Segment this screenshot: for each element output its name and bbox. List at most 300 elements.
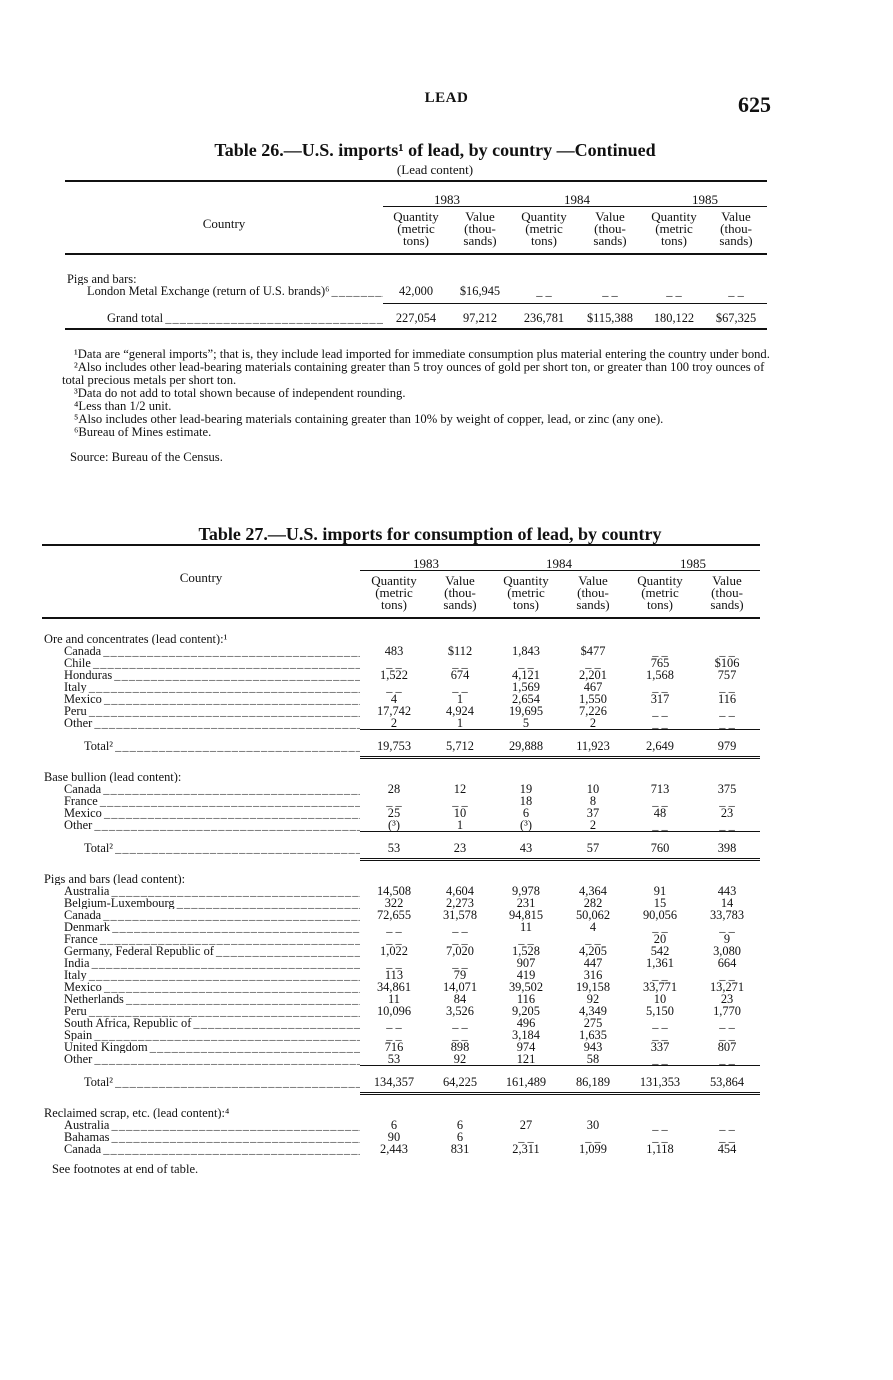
leader-dots — [109, 1131, 360, 1143]
year-header: 1984 — [511, 194, 643, 207]
table-cell: 760 — [650, 841, 670, 855]
table-cell: _ _ — [719, 920, 735, 934]
table-cell: 664 — [717, 956, 737, 970]
table-cell: 4,924 — [446, 704, 474, 718]
header-line: Value — [721, 209, 751, 224]
row-label — [42, 1074, 360, 1094]
table-cell: _ _ — [452, 680, 468, 694]
table-cell: 807 — [717, 1040, 737, 1054]
table-cell: 5,712 — [446, 739, 474, 753]
table-cell: (³) — [520, 818, 532, 832]
rule-spacer — [42, 1066, 360, 1075]
header-line: (metric — [507, 585, 545, 600]
table-cell: 674 — [450, 668, 470, 682]
table-cell: 116 — [717, 692, 737, 706]
section-header — [42, 763, 760, 783]
table-row — [42, 1053, 760, 1066]
page-number: 625 — [738, 92, 771, 117]
table-cell: _ _ — [452, 794, 468, 808]
table-cell: 1,118 — [646, 1142, 674, 1156]
row-label-text: Grand total — [107, 312, 164, 325]
year-header: 1985 — [643, 194, 767, 207]
section-header — [42, 865, 760, 885]
leader-dots — [98, 795, 360, 807]
table-cell: 419 — [516, 968, 536, 982]
footnote: ³Data do not add to total shown because of independent rounding. — [74, 386, 406, 400]
leader-dots — [148, 1041, 360, 1053]
row-label — [65, 259, 383, 285]
leader-dots — [101, 1143, 360, 1155]
table-cell: 757 — [717, 668, 737, 682]
row-label-text: Peru — [64, 1005, 87, 1017]
row-label-text: Other — [64, 717, 93, 730]
empty-cell — [360, 763, 760, 783]
table-cell: 337 — [650, 1040, 670, 1054]
table-cell: 12 — [453, 782, 467, 796]
table-cell: 11,923 — [576, 739, 610, 753]
leader-dots — [92, 819, 360, 832]
table-cell: 7,020 — [446, 944, 474, 958]
table-cell: 1,568 — [646, 668, 674, 682]
table-cell: 765 — [650, 656, 670, 670]
table-cell: 227,054 — [395, 311, 437, 325]
table-cell: _ _ — [452, 920, 468, 934]
row-label-text: France — [64, 795, 98, 807]
row-label-text: Other — [64, 819, 93, 832]
leader-dots — [214, 945, 360, 957]
leader-dots — [109, 885, 360, 897]
table-cell: $67,325 — [715, 311, 757, 325]
table-cell: 2,201 — [579, 668, 607, 682]
table-cell: 1,361 — [646, 956, 674, 970]
header-line: tons) — [647, 597, 673, 612]
table-cell: 23 — [720, 992, 734, 1006]
leader-dots — [102, 981, 360, 993]
total-row — [42, 1074, 760, 1094]
table-cell: 6 — [456, 1130, 464, 1144]
table-cell: 121 — [516, 1052, 536, 1066]
table-cell: 1 — [456, 818, 464, 832]
row-label-text: Total² — [84, 841, 113, 855]
table-cell: _ _ — [386, 794, 402, 808]
value-header — [428, 571, 492, 619]
row-label-text: Pigs and bars: — [67, 272, 137, 285]
table-cell: 542 — [650, 944, 670, 958]
leader-dots — [87, 681, 360, 693]
row-label-text: Canada — [64, 909, 102, 921]
row-label-text: Bahamas — [64, 1131, 110, 1143]
row-label — [42, 909, 360, 921]
table-cell: 898 — [450, 1040, 470, 1054]
header-line: Quantity — [521, 209, 567, 224]
rule — [383, 304, 767, 313]
footnote: ⁵Also includes other lead-bearing materials containing greater than 10% by weight of copper, lead, or zinc (any one). — [74, 412, 664, 426]
quantity-header — [626, 571, 694, 619]
table-cell: $16,945 — [459, 284, 501, 298]
table-cell: 6 — [390, 1118, 398, 1132]
table-cell: _ _ — [719, 818, 735, 832]
table-cell: 1,569 — [512, 680, 540, 694]
table-cell: 53 — [387, 841, 401, 855]
table-cell: 10 — [453, 806, 467, 820]
table-cell: 443 — [717, 884, 737, 898]
table-cell: 84 — [453, 992, 467, 1006]
row-label — [65, 285, 383, 304]
table-cell: 42,000 — [398, 284, 434, 298]
table-cell: 94,815 — [508, 908, 544, 922]
section-header — [42, 623, 760, 645]
table-cell: 236,781 — [523, 311, 565, 325]
leader-dots — [89, 957, 360, 969]
row-label-text: Netherlands — [64, 993, 124, 1005]
row-label-text: Pigs and bars (lead content): — [44, 872, 186, 885]
table-cell: 33,783 — [709, 908, 745, 922]
table-cell: 467 — [583, 680, 603, 694]
table-cell: _ _ — [452, 656, 468, 670]
table-cell: 33,771 — [642, 980, 678, 994]
table27-grid — [42, 544, 760, 1155]
row-label-text: Base bullion (lead content): — [44, 770, 182, 783]
year-header: 1985 — [626, 558, 760, 571]
table-cell: 5,150 — [646, 1004, 674, 1018]
table-cell: _ _ — [652, 920, 668, 934]
table-cell: 317 — [650, 692, 670, 706]
row-label — [42, 969, 360, 981]
table-cell: _ _ — [719, 680, 735, 694]
table-cell: 483 — [384, 644, 404, 658]
table-row — [42, 981, 760, 993]
quantity-header — [511, 207, 577, 255]
table-cell: _ _ — [386, 1028, 402, 1042]
row-label — [42, 897, 360, 909]
table-cell: 90,056 — [642, 908, 678, 922]
table-cell: _ _ — [386, 680, 402, 694]
rule — [360, 1066, 760, 1075]
row-label-text: Total² — [84, 739, 113, 753]
table-cell: _ _ — [386, 956, 402, 970]
table-cell: _ _ — [585, 656, 601, 670]
row-label — [42, 885, 360, 897]
table-cell: 1,522 — [380, 668, 408, 682]
row-label — [42, 840, 360, 860]
table27-title: Table 27.—U.S. imports for consumption of lead, by country — [198, 524, 662, 544]
table-cell: 90 — [387, 1130, 401, 1144]
table-cell: 716 — [384, 1040, 404, 1054]
leader-dots — [191, 1017, 360, 1029]
table-cell: 37 — [586, 806, 600, 820]
row-label — [65, 312, 383, 329]
leader-dots — [102, 693, 360, 705]
leader-dots — [113, 1075, 360, 1089]
row-label-text: Ore and concentrates (lead content):¹ — [44, 632, 228, 645]
leader-dots — [87, 705, 360, 717]
leader-dots — [109, 1119, 360, 1131]
row-label-text: France — [64, 933, 98, 945]
row-label — [42, 933, 360, 945]
table-cell: _ _ — [452, 1016, 468, 1030]
table-cell: 19 — [519, 782, 533, 796]
table26-subtitle: (Lead content) — [396, 162, 474, 177]
row-label-text: Mexico — [64, 693, 102, 705]
table-cell: 4,364 — [579, 884, 607, 898]
table-cell: 11 — [388, 992, 400, 1006]
table-cell: _ _ — [452, 932, 468, 946]
rule-row — [42, 832, 760, 841]
table-cell: 6 — [522, 806, 530, 820]
leader-dots — [92, 1029, 360, 1041]
table-cell: 14,508 — [376, 884, 412, 898]
table-cell: 1,770 — [713, 1004, 741, 1018]
row-label — [42, 1041, 360, 1053]
row-label — [42, 783, 360, 795]
leader-dots — [124, 993, 360, 1005]
table-cell: 7,226 — [579, 704, 607, 718]
table-cell: 25 — [387, 806, 401, 820]
quantity-header — [360, 571, 428, 619]
table-cell: 58 — [586, 1052, 600, 1066]
row-label — [42, 819, 360, 832]
table-cell: 79 — [453, 968, 467, 982]
table-cell: 86,189 — [575, 1075, 611, 1089]
header-line: tons) — [381, 597, 407, 612]
table-cell: 275 — [583, 1016, 603, 1030]
row-label-text: Other — [64, 1053, 93, 1066]
header-line: tons) — [531, 233, 557, 248]
section-header — [42, 1099, 760, 1119]
leader-dots — [102, 807, 360, 819]
leader-dots — [110, 921, 360, 933]
header-line: Value — [465, 209, 495, 224]
row-label-text: Canada — [64, 783, 102, 795]
leader-dots — [101, 783, 360, 795]
table-cell: _ _ — [719, 644, 735, 658]
rule-row — [42, 730, 760, 739]
table-cell: 1 — [456, 692, 464, 706]
table-cell: _ _ — [719, 968, 735, 982]
header-line: Quantity — [503, 573, 549, 588]
table-cell: 907 — [516, 956, 536, 970]
table26-title: Table 26.—U.S. imports¹ of lead, by country —Continued — [214, 140, 656, 160]
row-label-text: India — [64, 957, 90, 969]
header-line: sands) — [593, 233, 627, 248]
header-line: (thou- — [720, 221, 752, 236]
row-label — [42, 657, 360, 669]
table-cell: (³) — [388, 818, 400, 832]
footnote: ²Also includes other lead-bearing materials containing greater than 5 troy ounces of gold per short ton, or greater than 100 troy ounces of total precious metals per short ton. — [62, 360, 765, 387]
quantity-header — [643, 207, 705, 255]
header-line: Quantity — [371, 573, 417, 588]
year-header: 1984 — [492, 558, 626, 571]
year-header: 1983 — [383, 194, 511, 207]
row-label-text: Peru — [64, 705, 87, 717]
leader-dots — [92, 1053, 360, 1066]
row-label — [42, 1053, 360, 1066]
table-cell: 375 — [717, 782, 737, 796]
table-cell: 113 — [384, 968, 404, 982]
table-cell: 943 — [583, 1040, 603, 1054]
table-cell: _ _ — [719, 794, 735, 808]
table-cell: 64,225 — [442, 1075, 478, 1089]
table-cell: 2,311 — [512, 1142, 540, 1156]
table-row — [42, 717, 760, 730]
leader-dots — [101, 645, 360, 657]
table-cell: _ _ — [719, 1130, 735, 1144]
table-cell: 9,205 — [512, 1004, 540, 1018]
footnote: ¹Data are “general imports”; that is, they include lead imported for immediate consumption plus material entering the country under bond. — [74, 347, 770, 361]
value-header — [705, 207, 767, 255]
header-line: (metric — [375, 585, 413, 600]
table-cell: 72,655 — [376, 908, 412, 922]
table-cell: $106 — [714, 656, 740, 670]
table-cell: 1,022 — [380, 944, 408, 958]
table-cell: 1,550 — [579, 692, 607, 706]
see-footnotes-note: See footnotes at end of table. — [52, 1162, 199, 1176]
row-label-text: Spain — [64, 1029, 93, 1041]
leader-dots — [329, 285, 383, 298]
row-label-text: Reclaimed scrap, etc. (lead content):⁴ — [44, 1106, 230, 1119]
table-cell: 1 — [456, 716, 464, 730]
header-line: (metric — [655, 221, 693, 236]
table-cell: 20 — [653, 932, 667, 946]
row-label — [42, 1131, 360, 1143]
header-line: (metric — [397, 221, 435, 236]
section-header — [65, 259, 767, 285]
row-label-text: Denmark — [64, 921, 111, 933]
table-row — [42, 819, 760, 832]
table-cell: _ _ — [652, 1028, 668, 1042]
table-cell: _ _ — [536, 284, 552, 298]
row-label — [42, 623, 360, 645]
table-cell: 974 — [516, 1040, 536, 1054]
table-cell: 4,205 — [579, 944, 607, 958]
table-cell: _ _ — [452, 1028, 468, 1042]
table-cell: 316 — [583, 968, 603, 982]
table-cell: _ _ — [386, 1016, 402, 1030]
row-label-text: United Kingdom — [64, 1041, 148, 1053]
table-cell: 4,349 — [579, 1004, 607, 1018]
table-cell: 1,528 — [512, 944, 540, 958]
table-cell: 116 — [516, 992, 536, 1006]
table-cell: 28 — [387, 782, 401, 796]
table-cell: 13,271 — [709, 980, 745, 994]
leader-dots — [175, 897, 360, 909]
source-note: Source: Bureau of the Census. — [70, 450, 223, 464]
table-cell: 2 — [390, 716, 398, 730]
table-cell: _ _ — [666, 284, 682, 298]
row-label — [42, 1143, 360, 1155]
table-cell: 27 — [519, 1118, 533, 1132]
rule-spacer — [42, 832, 360, 841]
row-label — [42, 645, 360, 657]
table-cell: 134,357 — [373, 1075, 415, 1089]
table-cell: 14 — [720, 896, 734, 910]
row-label — [42, 1119, 360, 1131]
table26-footnotes — [62, 348, 772, 464]
table-cell: _ _ — [652, 1016, 668, 1030]
header-line: tons) — [513, 597, 539, 612]
rule-spacer — [65, 304, 383, 313]
table-cell: _ _ — [719, 716, 735, 730]
table-cell: _ _ — [652, 1130, 668, 1144]
row-label-text: Canada — [64, 1143, 102, 1155]
table-cell: 6 — [456, 1118, 464, 1132]
row-label — [42, 693, 360, 705]
table-cell: 57 — [586, 841, 600, 855]
value-header — [449, 207, 511, 255]
table-cell: _ _ — [452, 956, 468, 970]
quantity-header — [492, 571, 560, 619]
quantity-header — [383, 207, 449, 255]
table-cell: 4,121 — [512, 668, 540, 682]
row-label-text: Italy — [64, 969, 87, 981]
table-cell: 2,654 — [512, 692, 540, 706]
table-cell: 10 — [586, 782, 600, 796]
table-cell: 161,489 — [505, 1075, 547, 1089]
row-label-text: Australia — [64, 885, 110, 897]
header-line: sands) — [710, 597, 744, 612]
table-cell: 282 — [583, 896, 603, 910]
row-label-text: London Metal Exchange (return of U.S. brands)⁶ — [87, 285, 330, 298]
table-cell: 979 — [717, 739, 737, 753]
table-cell: _ _ — [719, 704, 735, 718]
table-cell: _ _ — [719, 1052, 735, 1066]
table-cell: 5 — [522, 716, 530, 730]
header-line: tons) — [661, 233, 687, 248]
row-label — [42, 945, 360, 957]
country-header: Country — [179, 570, 223, 585]
table-cell: 9,978 — [512, 884, 540, 898]
row-label — [42, 705, 360, 717]
table26-grid — [65, 180, 767, 330]
value-header — [577, 207, 643, 255]
header-line: sands) — [576, 597, 610, 612]
table-cell: 23 — [720, 806, 734, 820]
header-line: Value — [595, 209, 625, 224]
table-cell: _ _ — [652, 794, 668, 808]
leader-dots — [87, 969, 360, 981]
table-cell: 29,888 — [508, 739, 544, 753]
table-cell: 1,635 — [579, 1028, 607, 1042]
table-cell: 3,184 — [512, 1028, 540, 1042]
table-cell: _ _ — [652, 968, 668, 982]
table-cell: 43 — [519, 841, 533, 855]
table-cell: 9 — [723, 932, 731, 946]
row-label — [42, 738, 360, 758]
table-cell: 2,443 — [380, 1142, 408, 1156]
leader-dots — [163, 312, 383, 325]
table-cell: 17,742 — [376, 704, 412, 718]
table-cell: 34,861 — [376, 980, 412, 994]
rule — [65, 329, 767, 330]
leader-dots — [98, 933, 360, 945]
table-cell: 4 — [589, 920, 597, 934]
row-label — [42, 717, 360, 730]
leader-dots — [91, 657, 360, 669]
grand-total-row — [65, 312, 767, 329]
table-cell: 92 — [453, 1052, 467, 1066]
header-line: sands) — [443, 597, 477, 612]
table-cell: _ _ — [652, 1052, 668, 1066]
table-cell: 48 — [653, 806, 667, 820]
header-line: sands) — [719, 233, 753, 248]
table-cell: _ _ — [652, 716, 668, 730]
table-cell: 322 — [384, 896, 404, 910]
table-row — [42, 1143, 760, 1155]
table-cell: 1,099 — [579, 1142, 607, 1156]
row-label — [42, 1017, 360, 1029]
row-label — [42, 807, 360, 819]
table-cell: _ _ — [386, 932, 402, 946]
